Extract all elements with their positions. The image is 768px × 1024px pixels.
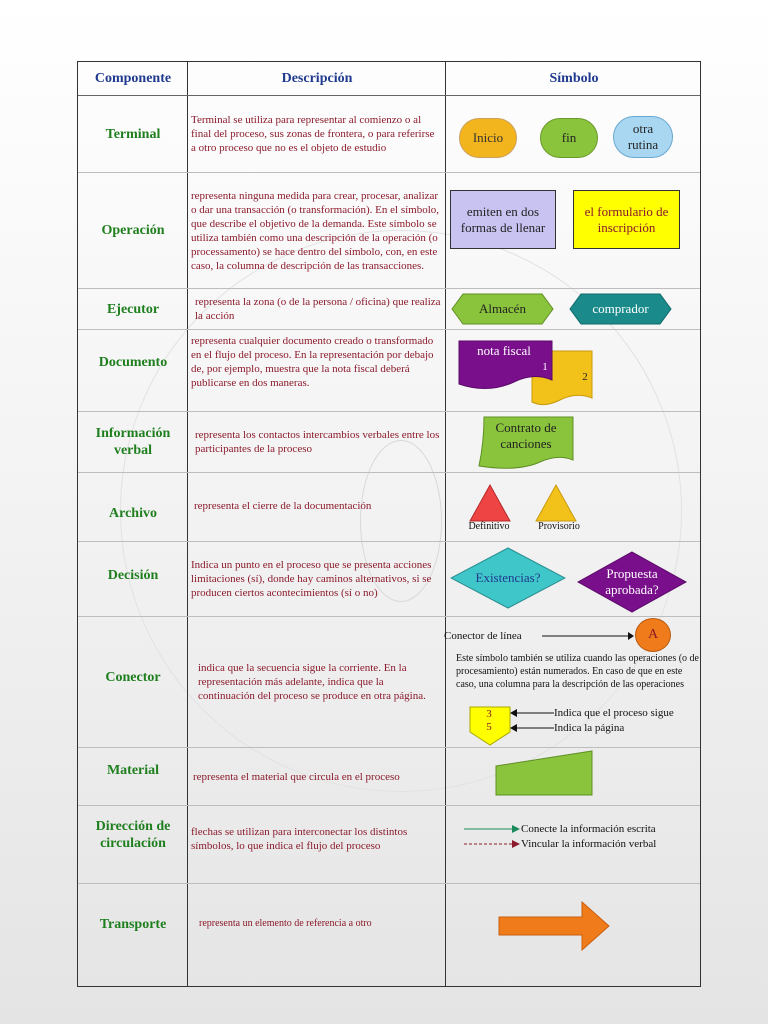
flowchart-symbols-table [77,61,701,987]
description-documento: representa cualquier documento creado o transformado en el flujo del proceso. En la representación por debajo de, por ejemplo, muestra que la nota fiscal deberá publicarse en dos maneras. [191,335,434,389]
ejecutor-label-almacen: Almacén [479,301,526,316]
description-transporte: representa un elemento de referencia a otro [199,918,372,929]
ejecutor-label-comprador: comprador [592,301,649,316]
component-operacion: Operación [101,223,165,238]
connector-label-pagina: Indica la página [554,721,625,734]
archive-label-definitivo: Definitivo [468,520,510,532]
column-divider-2 [445,62,446,986]
flow-label-verbal: Vincular la información verbal [521,837,657,850]
description-terminal: Terminal se utiliza para representar al comienzo o al final del proceso, sus zonas de frontera, o para referirse a otro proceso que no es el objeto de estudio [191,114,435,154]
description-conector: indica que la secuencia sigue la corriente. En la representación más adelante, indica que la continuación del proceso se produce en otra página. [198,662,426,702]
flow-arrow-solid [464,824,520,834]
archive-triangle-provisorio [535,484,577,522]
description-operacion: representa ninguna medida para crear, procesar, analizar o dar una transacción (o transformación). En el símbolo, que describe el objetivo de la demanda. Este símbolo se utiliza también como una descripción de la operación (o processamento) se hace dentro del símbolo, con, en este caso, la columna de descripción de las transacciones. [191,189,440,272]
decision-label-propuesta: Propuesta aprobada? [605,566,659,597]
document-number-1: 1 [542,361,548,373]
description-informacion-verbal: representa los contactos intercambios verbales entre los participantes de la proceso [195,429,440,455]
document-label-nota-fiscal: nota fiscal [477,343,531,358]
component-ejecutor: Ejecutor [106,301,160,317]
page-connector-bottom-number: 5 [486,720,492,733]
archive-triangle-definitivo [469,484,511,522]
component-terminal: Terminal [105,126,161,142]
decision-label-existencias: Existencias? [475,570,541,585]
description-ejecutor: representa la zona (o de la persona / oficina) que realiza la acción [195,296,441,322]
connector-label-sigue: Indica que el proceso sigue [554,706,674,719]
component-direccion-circulacion: Dirección de circulación [95,819,171,851]
description-direccion-circulacion: flechas se utilizan para interconectar los distintos símbolos, lo que indica el flujo del proceso [191,826,408,852]
description-archivo: representa el cierre de la documentación [194,500,372,512]
connector-arrow-line [542,630,634,642]
component-decision: Decisión [107,567,159,583]
operation-box-formulario: el formulario de inscripción [573,190,680,249]
transport-arrow-icon [498,901,610,951]
terminal-otra-rutina: otra rutina [613,116,673,158]
description-material: representa el material que circula en el proceso [193,770,400,783]
connector-circle-a: A [635,618,671,652]
header-simbolo: Símbolo [549,71,599,86]
connector-line-label: Conector de línea [444,629,522,642]
component-conector: Conector [105,669,161,685]
component-transporte: Transporte [99,916,167,932]
header-descripcion: Descripción [281,71,353,86]
material-shape [495,750,593,796]
component-documento: Documento [98,354,168,370]
connector-arrow-pagina [510,723,554,733]
component-material: Material [106,763,160,778]
connector-note: Este símbolo también se utiliza cuando las operaciones (o de procesamiento) están numerados. En caso de que en este caso, una columna para la descripción de las operaciones [456,653,699,690]
component-archivo: Archivo [109,505,157,521]
verbal-info-label: Contrato de canciones [495,420,557,451]
description-decision: Indica un punto en el proceso que se presenta acciones limitaciones (sí), donde hay caminos alternativos, si se producen ciertos acontecimientos (sí o no) [191,559,432,599]
operation-box-emiten: emiten en dos formas de llenar [450,190,556,249]
document-number-2: 2 [582,371,588,383]
connector-arrow-sigue [510,708,554,718]
archive-label-provisorio: Provisorio [538,520,580,532]
flow-label-escrita: Conecte la información escrita [521,822,656,835]
flow-arrow-dashed [464,839,520,849]
terminal-inicio: Inicio [459,118,517,158]
terminal-fin: fin [540,118,598,158]
page-connector-top-number: 3 [486,707,492,720]
header-componente: Componente [94,71,172,86]
component-informacion-verbal: Información verbal [95,426,171,458]
